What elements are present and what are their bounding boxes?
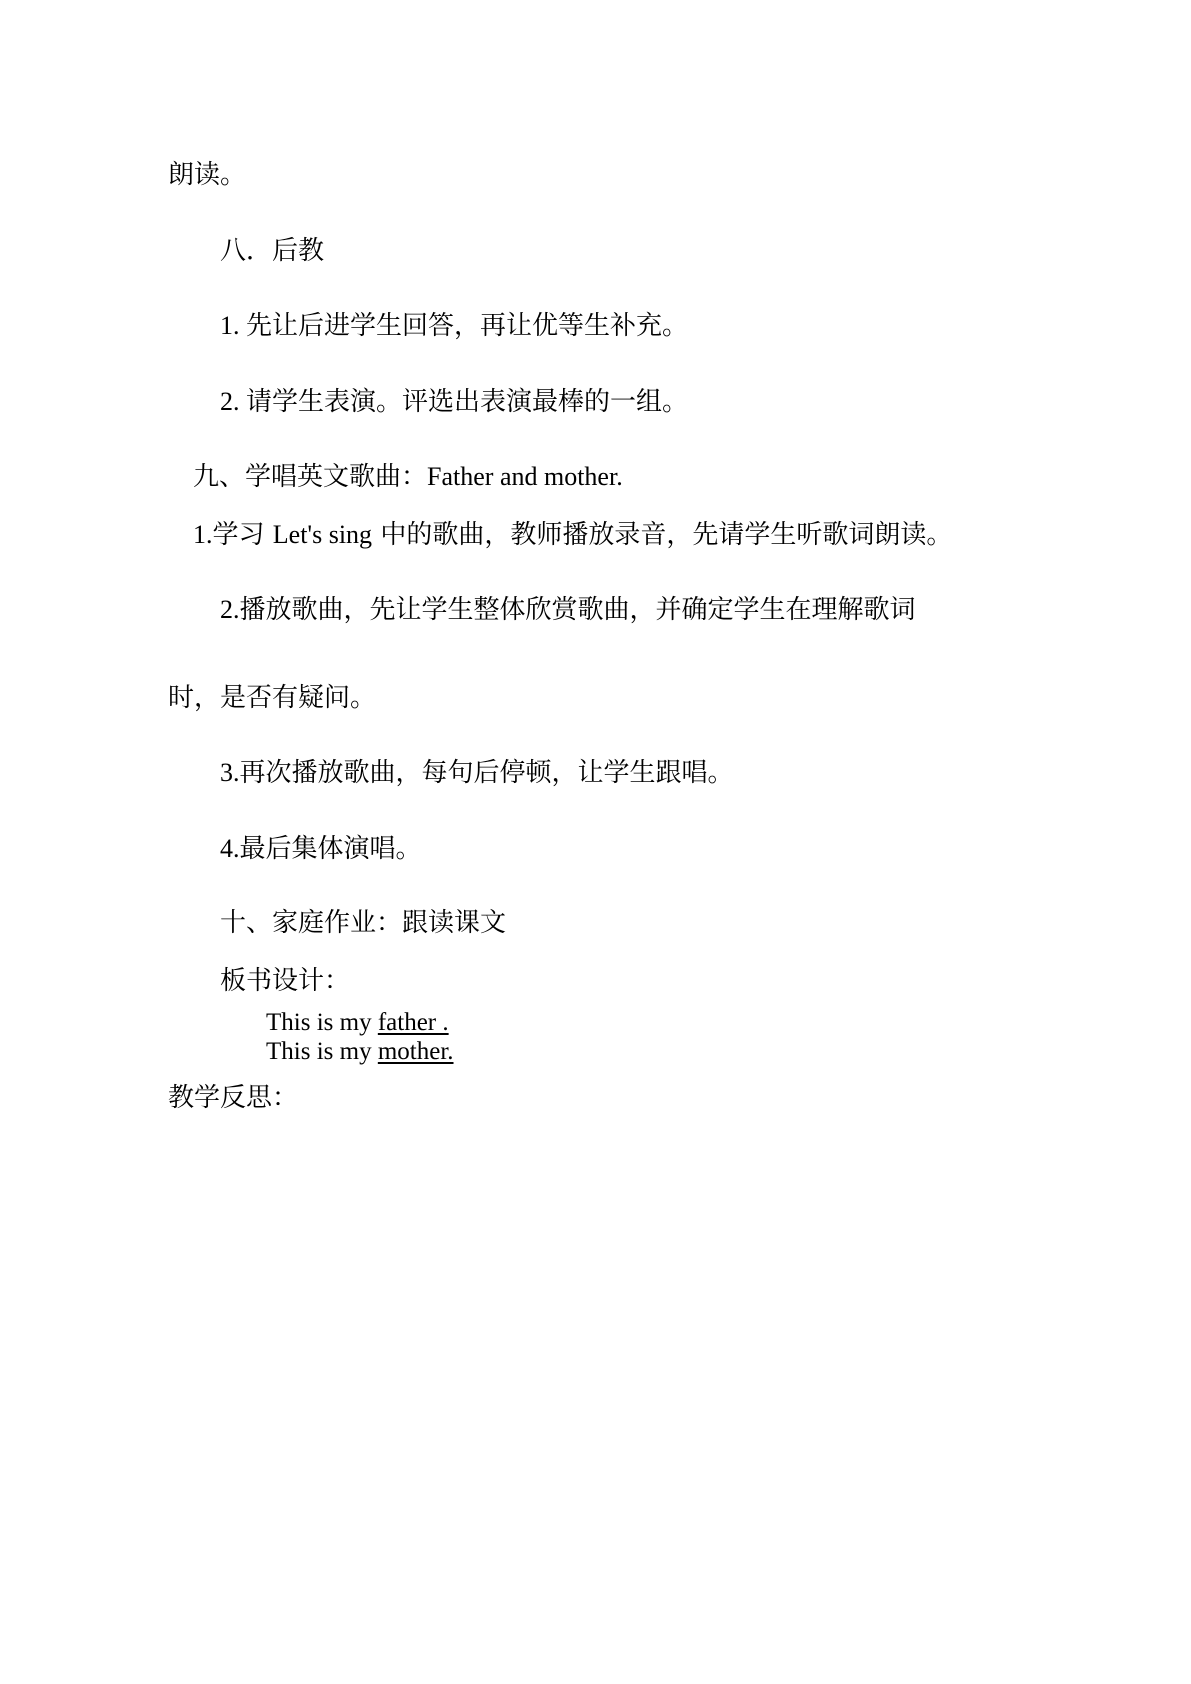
section-heading <box>220 906 506 940</box>
item-text: 请学生表演。评选出表演最棒的一组。 <box>246 387 689 417</box>
list-item <box>220 756 734 790</box>
board-word: father . <box>377 1009 449 1036</box>
board-prefix: This is my <box>266 1009 378 1036</box>
item-text: 再次播放歌曲，每句后停顿，让学生跟唱。 <box>239 758 734 788</box>
board-line <box>266 1008 449 1038</box>
line-text: 时，是否有疑问。 <box>168 683 377 713</box>
item-text: 最后集体演唱。 <box>239 834 422 864</box>
list-item <box>220 385 688 419</box>
list-item <box>220 593 916 627</box>
item-english: Let's sing <box>272 520 373 549</box>
text-line <box>168 681 376 715</box>
heading-text: 教学反思： <box>168 1083 299 1113</box>
heading-text: 八．后教 <box>220 236 325 266</box>
section-heading <box>193 460 623 494</box>
line-text: 朗读。 <box>168 160 247 190</box>
item-number: 1. <box>193 520 213 549</box>
item-text: 播放歌曲，先让学生整体欣赏歌曲，并确定学生在理解歌词 <box>239 595 916 625</box>
board-prefix: This is my <box>266 1038 378 1065</box>
list-item <box>193 518 952 552</box>
list-item <box>220 832 422 866</box>
item-number: 4. <box>220 834 240 863</box>
section-heading <box>220 234 324 268</box>
heading-text: 十、家庭作业：跟读课文 <box>220 908 507 938</box>
heading-text: 九、学唱英文歌曲： <box>193 462 428 492</box>
item-number: 2. <box>220 595 240 624</box>
board-line <box>266 1037 454 1067</box>
text-line <box>168 158 246 192</box>
item-number: 2. <box>220 387 246 416</box>
list-item <box>220 309 688 343</box>
board-word: mother. <box>377 1038 454 1065</box>
item-text: 先让后进学生回答，再让优等生补充。 <box>246 311 689 341</box>
item-text: 中的歌曲，教师播放录音，先请学生听歌词朗读。 <box>372 520 953 550</box>
song-title: Father and mother. <box>427 462 623 491</box>
reflection-heading <box>168 1081 298 1115</box>
item-number: 1. <box>220 311 246 340</box>
item-text: 学习 <box>212 520 273 550</box>
item-number: 3. <box>220 758 240 787</box>
board-design-heading <box>220 964 350 998</box>
heading-text: 板书设计： <box>220 966 351 996</box>
